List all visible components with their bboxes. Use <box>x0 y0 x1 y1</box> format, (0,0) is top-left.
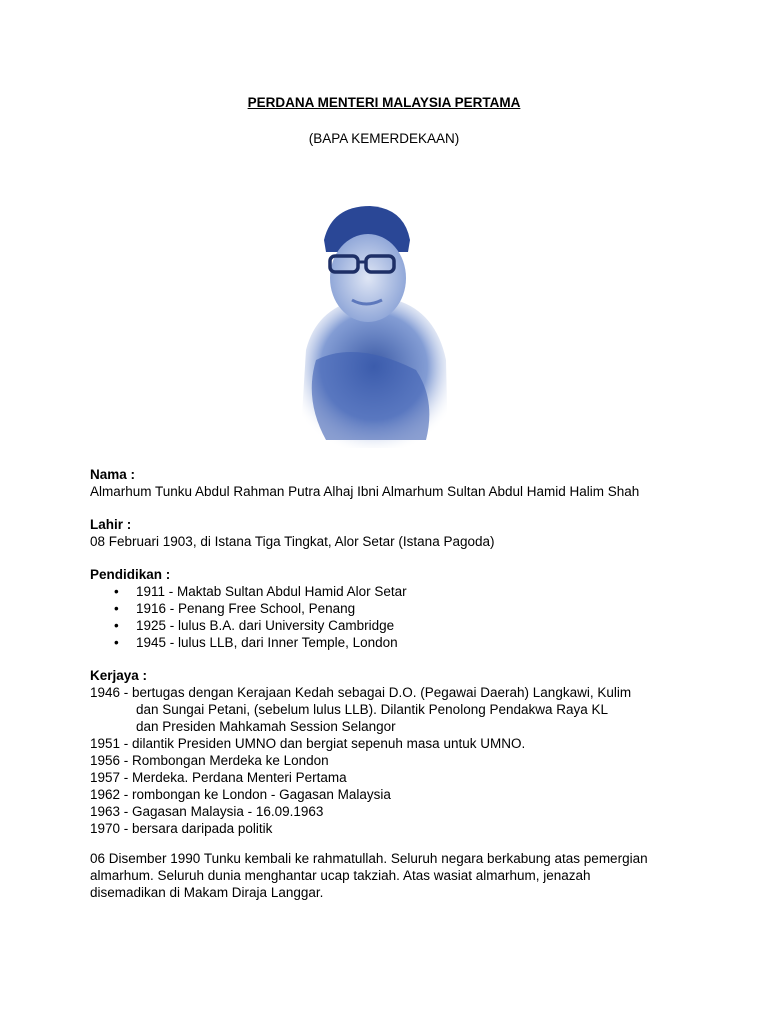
nama-label: Nama : <box>90 467 136 482</box>
kerjaya-line: 1956 - Rombongan Merdeka ke London <box>90 753 329 768</box>
lahir-section <box>90 516 690 550</box>
closing-line: almarhum. Seluruh dunia menghantar ucap takziah. Atas wasiat almarhum, jenazah <box>90 868 591 883</box>
lahir-value: 08 Februari 1903, di Istana Tiga Tingkat, Alor Setar (Istana Pagoda) <box>90 534 495 549</box>
kerjaya-line: 1963 - Gagasan Malaysia - 16.09.1963 <box>90 804 324 819</box>
list-item: • 1945 - lulus LLB, dari Inner Temple, London <box>90 634 690 651</box>
kerjaya-line: 1946 - bertugas dengan Kerajaan Kedah sebagai D.O. (Pegawai Daerah) Langkawi, Kulim <box>90 685 632 700</box>
kerjaya-line: 1970 - bersara daripada politik <box>90 821 273 836</box>
closing-paragraph <box>90 850 670 901</box>
lahir-label: Lahir : <box>90 517 132 532</box>
page-title: PERDANA MENTERI MALAYSIA PERTAMA <box>247 95 521 110</box>
kerjaya-line: 1957 - Merdeka. Perdana Menteri Pertama <box>90 770 347 785</box>
list-item: • 1911 - Maktab Sultan Abdul Hamid Alor Setar <box>90 583 690 600</box>
portrait-photo-icon <box>296 200 452 448</box>
list-item: • 1925 - lulus B.A. dari University Cambridge <box>90 617 690 634</box>
pendidikan-section <box>90 566 690 651</box>
kerjaya-line: 1962 - rombongan ke London - Gagasan Malaysia <box>90 787 391 802</box>
closing-line: disemadikan di Makam Diraja Langgar. <box>90 885 324 900</box>
nama-section <box>90 466 690 500</box>
page-subtitle: (BAPA KEMERDEKAAN) <box>308 131 460 146</box>
kerjaya-line: 1951 - dilantik Presiden UMNO dan bergiat sepenuh masa untuk UMNO. <box>90 736 526 751</box>
kerjaya-line: dan Presiden Mahkamah Session Selangor <box>136 719 396 734</box>
kerjaya-label: Kerjaya : <box>90 668 148 683</box>
biography-body <box>90 466 690 853</box>
pendidikan-list <box>90 583 690 651</box>
pendidikan-label: Pendidikan : <box>90 567 171 582</box>
list-item: • 1916 - Penang Free School, Penang <box>90 600 690 617</box>
nama-value: Almarhum Tunku Abdul Rahman Putra Alhaj Ibni Almarhum Sultan Abdul Hamid Halim Shah <box>90 484 640 499</box>
kerjaya-section <box>90 667 690 837</box>
closing-line: 06 Disember 1990 Tunku kembali ke rahmatullah. Seluruh negara berkabung atas pemergian <box>90 851 648 866</box>
kerjaya-line: dan Sungai Petani, (sebelum lulus LLB). Dilantik Penolong Pendakwa Raya KL <box>136 702 609 717</box>
